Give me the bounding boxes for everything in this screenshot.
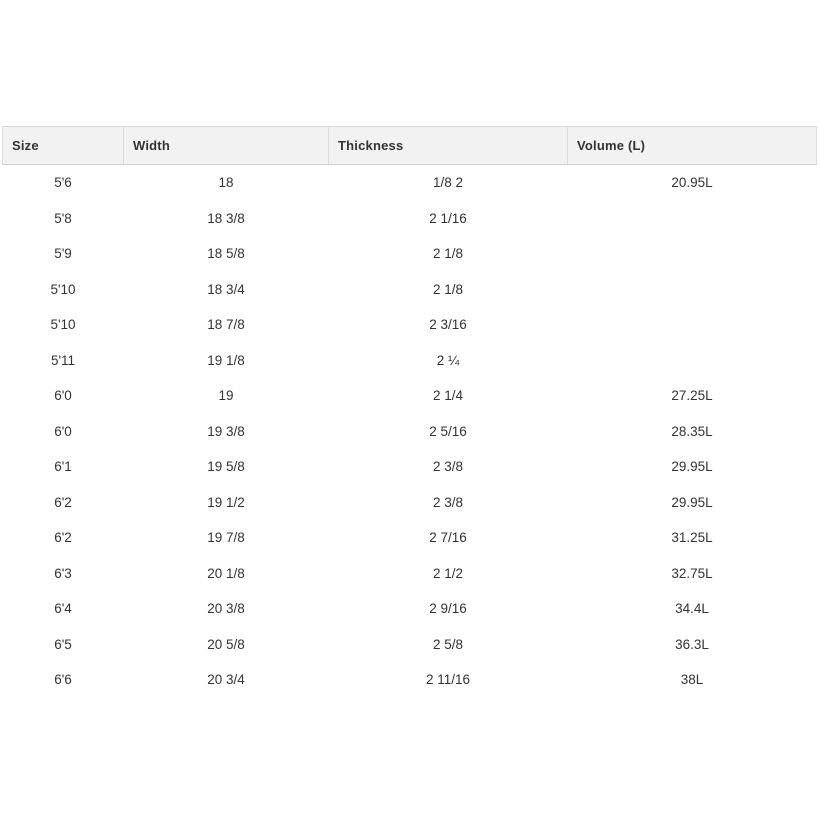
volume-cell: 34.4L [568, 591, 817, 627]
size-cell: 5'6 [3, 165, 124, 201]
width-cell: 19 1/8 [124, 343, 329, 379]
column-header-width: Width [124, 127, 329, 165]
size-chart-table [2, 126, 817, 698]
column-header-volume: Volume (L) [568, 127, 817, 165]
size-cell: 6'6 [3, 662, 124, 698]
table-row [3, 627, 817, 663]
table-row [3, 556, 817, 592]
volume-cell [568, 272, 817, 308]
table-body [3, 165, 817, 698]
table-row [3, 307, 817, 343]
size-cell: 5'9 [3, 236, 124, 272]
volume-cell: 29.95L [568, 449, 817, 485]
volume-cell [568, 343, 817, 379]
volume-cell [568, 236, 817, 272]
size-cell: 5'10 [3, 307, 124, 343]
column-header-size: Size [3, 127, 124, 165]
table-row [3, 165, 817, 201]
width-cell: 18 3/4 [124, 272, 329, 308]
table-row [3, 201, 817, 237]
table-row [3, 662, 817, 698]
width-cell: 20 3/4 [124, 662, 329, 698]
thickness-cell: 2 1/16 [329, 201, 568, 237]
size-cell: 5'11 [3, 343, 124, 379]
volume-cell: 36.3L [568, 627, 817, 663]
width-cell: 18 3/8 [124, 201, 329, 237]
width-cell: 18 [124, 165, 329, 201]
table-row [3, 449, 817, 485]
thickness-cell: 1/8 2 [329, 165, 568, 201]
thickness-cell: 2 3/16 [329, 307, 568, 343]
volume-cell: 38L [568, 662, 817, 698]
thickness-cell: 2 3/8 [329, 449, 568, 485]
width-cell: 19 3/8 [124, 414, 329, 450]
table-row [3, 378, 817, 414]
volume-cell: 27.25L [568, 378, 817, 414]
table-header [3, 127, 817, 165]
size-cell: 6'3 [3, 556, 124, 592]
volume-cell: 32.75L [568, 556, 817, 592]
thickness-cell: 2 3/8 [329, 485, 568, 521]
width-cell: 19 1/2 [124, 485, 329, 521]
width-cell: 20 1/8 [124, 556, 329, 592]
thickness-cell: 2 7/16 [329, 520, 568, 556]
thickness-cell: 2 11/16 [329, 662, 568, 698]
size-cell: 5'10 [3, 272, 124, 308]
table-row [3, 272, 817, 308]
table-row [3, 520, 817, 556]
thickness-cell: 2 1/2 [329, 556, 568, 592]
size-cell: 6'2 [3, 520, 124, 556]
size-chart-container [2, 126, 816, 698]
column-header-thickness: Thickness [329, 127, 568, 165]
width-cell: 20 5/8 [124, 627, 329, 663]
volume-cell [568, 201, 817, 237]
size-cell: 5'8 [3, 201, 124, 237]
volume-cell [568, 307, 817, 343]
size-cell: 6'4 [3, 591, 124, 627]
size-cell: 6'5 [3, 627, 124, 663]
thickness-cell: 2 1/4 [329, 378, 568, 414]
size-cell: 6'0 [3, 378, 124, 414]
thickness-cell: 2 5/16 [329, 414, 568, 450]
volume-cell: 20.95L [568, 165, 817, 201]
volume-cell: 28.35L [568, 414, 817, 450]
table-row [3, 236, 817, 272]
size-cell: 6'0 [3, 414, 124, 450]
size-cell: 6'2 [3, 485, 124, 521]
volume-cell: 29.95L [568, 485, 817, 521]
width-cell: 19 5/8 [124, 449, 329, 485]
width-cell: 18 5/8 [124, 236, 329, 272]
thickness-cell: 2 9/16 [329, 591, 568, 627]
table-row [3, 485, 817, 521]
width-cell: 20 3/8 [124, 591, 329, 627]
thickness-cell: 2 ¼ [329, 343, 568, 379]
width-cell: 18 7/8 [124, 307, 329, 343]
thickness-cell: 2 5/8 [329, 627, 568, 663]
table-row [3, 414, 817, 450]
thickness-cell: 2 1/8 [329, 236, 568, 272]
table-row [3, 591, 817, 627]
volume-cell: 31.25L [568, 520, 817, 556]
width-cell: 19 [124, 378, 329, 414]
size-cell: 6'1 [3, 449, 124, 485]
header-row [3, 127, 817, 165]
table-row [3, 343, 817, 379]
width-cell: 19 7/8 [124, 520, 329, 556]
thickness-cell: 2 1/8 [329, 272, 568, 308]
